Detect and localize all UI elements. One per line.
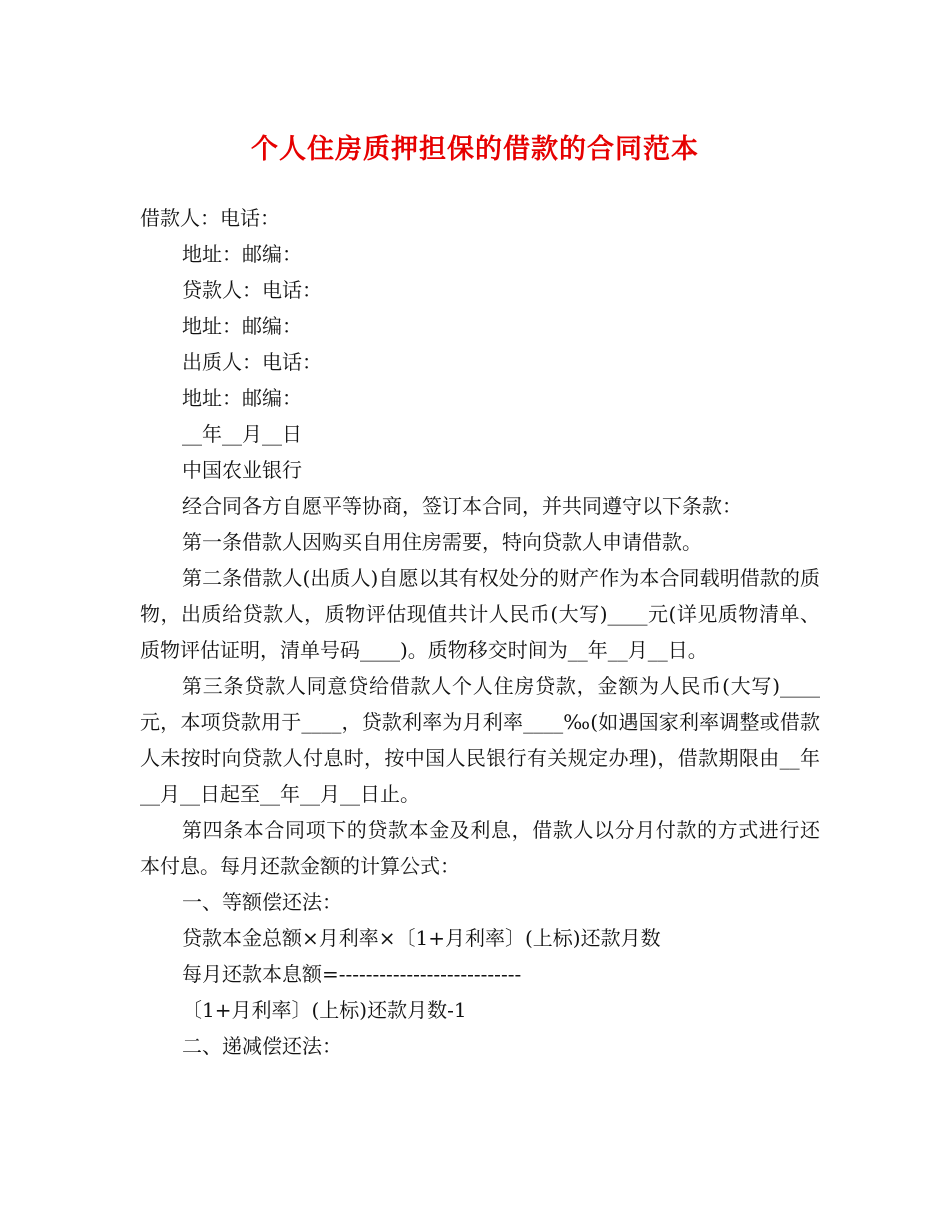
preamble-line: 经合同各方自愿平等协商，签订本合同，并共同遵守以下条款： (182, 494, 742, 518)
bank-name-line: 中国农业银行 (182, 458, 302, 482)
lender-address-line: 地址：邮编： (182, 314, 302, 338)
borrower-address-line: 地址：邮编： (182, 242, 302, 266)
date-line: __年__月__日 (182, 422, 302, 446)
pledgor-address-line: 地址：邮编： (182, 386, 302, 410)
document-body (140, 200, 820, 1064)
formula-numerator: 贷款本金总额×月利率×〔1+月利率〕(上标)还款月数 (182, 926, 661, 950)
pledgor-line: 出质人：电话： (182, 350, 322, 374)
method-2-heading: 二、递减偿还法： (182, 1034, 342, 1058)
formula-denominator: 〔1+月利率〕(上标)还款月数-1 (182, 998, 467, 1022)
lender-line: 贷款人：电话： (182, 278, 322, 302)
article-1-line: 第一条借款人因购买自用住房需要，特向贷款人申请借款。 (182, 530, 702, 554)
article-3-paragraph: 第三条贷款人同意贷给借款人个人住房贷款，金额为人民币(大写)____元，本项贷款用于____，贷款利率为月利率____‰(如遇国家利率调整或借款人未按时向贷款人付息时，按中国人民银行有关规定办理)，借款期限由__年__月__日起至__年__月__日止。 (140, 674, 820, 806)
article-2-paragraph: 第二条借款人(出质人)自愿以其有权处分的财产作为本合同载明借款的质物，出质给贷款人，质物评估现值共计人民币(大写)____元(详见质物清单、质物评估证明，清单号码____)。质物移交时间为__年__月__日。 (140, 566, 820, 662)
article-4-paragraph: 第四条本合同项下的贷款本金及利息，借款人以分月付款的方式进行还本付息。每月还款金额的计算公式： (140, 818, 820, 878)
formula-fraction-line: 每月还款本息额=--------------------------- (182, 962, 522, 986)
document-title: 个人住房质押担保的借款的合同范本 (251, 134, 699, 165)
borrower-line: 借款人：电话： (140, 206, 280, 230)
method-1-heading: 一、等额偿还法： (182, 890, 342, 914)
